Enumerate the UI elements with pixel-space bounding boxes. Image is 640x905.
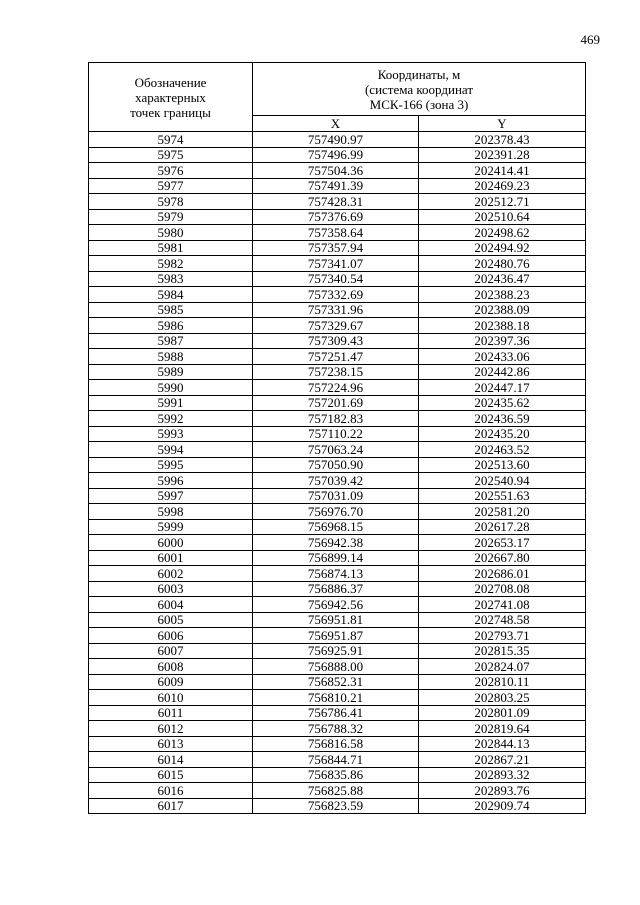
y-coordinate-cell: 202513.60 bbox=[419, 457, 586, 473]
table-row bbox=[89, 659, 586, 675]
point-id-cell: 5978 bbox=[89, 194, 253, 210]
y-coordinate-cell: 202708.08 bbox=[419, 581, 586, 597]
page-number: 469 bbox=[580, 32, 600, 47]
x-coordinate-cell: 757110.22 bbox=[253, 426, 419, 442]
y-coordinate-cell: 202388.18 bbox=[419, 318, 586, 334]
y-header: Y bbox=[419, 116, 586, 132]
x-coordinate-cell: 757182.83 bbox=[253, 411, 419, 427]
y-coordinate-cell: 202686.01 bbox=[419, 566, 586, 582]
table-row bbox=[89, 240, 586, 256]
x-coordinate-cell: 756810.21 bbox=[253, 690, 419, 706]
x-coordinate-cell: 756942.38 bbox=[253, 535, 419, 551]
point-id-cell: 5994 bbox=[89, 442, 253, 458]
table-row bbox=[89, 457, 586, 473]
x-coordinate-cell: 757224.96 bbox=[253, 380, 419, 396]
x-coordinate-cell: 757428.31 bbox=[253, 194, 419, 210]
table-row bbox=[89, 581, 586, 597]
point-id-cell: 6005 bbox=[89, 612, 253, 628]
table-row bbox=[89, 349, 586, 365]
y-coordinate-cell: 202801.09 bbox=[419, 705, 586, 721]
point-id-cell: 6017 bbox=[89, 798, 253, 814]
point-id-cell: 6001 bbox=[89, 550, 253, 566]
y-coordinate-cell: 202512.71 bbox=[419, 194, 586, 210]
point-id-cell: 6006 bbox=[89, 628, 253, 644]
table-row bbox=[89, 194, 586, 210]
y-coordinate-cell: 202436.47 bbox=[419, 271, 586, 287]
x-coordinate-cell: 757490.97 bbox=[253, 132, 419, 148]
point-id-cell: 5986 bbox=[89, 318, 253, 334]
table-row bbox=[89, 705, 586, 721]
point-id-cell: 5987 bbox=[89, 333, 253, 349]
coordinates-table bbox=[88, 62, 586, 814]
table-row bbox=[89, 690, 586, 706]
x-coordinate-cell: 757050.90 bbox=[253, 457, 419, 473]
x-coordinate-cell: 756835.86 bbox=[253, 767, 419, 783]
x-coordinate-cell: 757357.94 bbox=[253, 240, 419, 256]
point-id-cell: 6004 bbox=[89, 597, 253, 613]
point-id-cell: 5975 bbox=[89, 147, 253, 163]
table-row bbox=[89, 411, 586, 427]
x-coordinate-cell: 756951.87 bbox=[253, 628, 419, 644]
x-coordinate-cell: 757039.42 bbox=[253, 473, 419, 489]
table-row bbox=[89, 271, 586, 287]
point-id-cell: 5977 bbox=[89, 178, 253, 194]
table-row bbox=[89, 333, 586, 349]
point-id-cell: 5979 bbox=[89, 209, 253, 225]
table-row bbox=[89, 488, 586, 504]
x-coordinate-cell: 757031.09 bbox=[253, 488, 419, 504]
table-row bbox=[89, 209, 586, 225]
point-id-cell: 6002 bbox=[89, 566, 253, 582]
point-id-cell: 6009 bbox=[89, 674, 253, 690]
point-id-cell: 5974 bbox=[89, 132, 253, 148]
y-coordinate-cell: 202469.23 bbox=[419, 178, 586, 194]
table-row bbox=[89, 163, 586, 179]
y-coordinate-cell: 202510.64 bbox=[419, 209, 586, 225]
y-coordinate-cell: 202388.23 bbox=[419, 287, 586, 303]
y-coordinate-cell: 202498.62 bbox=[419, 225, 586, 241]
y-coordinate-cell: 202378.43 bbox=[419, 132, 586, 148]
y-coordinate-cell: 202414.41 bbox=[419, 163, 586, 179]
point-id-cell: 5990 bbox=[89, 380, 253, 396]
x-coordinate-cell: 756823.59 bbox=[253, 798, 419, 814]
y-coordinate-cell: 202436.59 bbox=[419, 411, 586, 427]
x-coordinate-cell: 757358.64 bbox=[253, 225, 419, 241]
point-id-cell: 6003 bbox=[89, 581, 253, 597]
table-row bbox=[89, 473, 586, 489]
point-id-cell: 5993 bbox=[89, 426, 253, 442]
x-coordinate-cell: 756976.70 bbox=[253, 504, 419, 520]
y-coordinate-cell: 202867.21 bbox=[419, 752, 586, 768]
x-coordinate-cell: 756874.13 bbox=[253, 566, 419, 582]
y-coordinate-cell: 202893.76 bbox=[419, 783, 586, 799]
point-id-cell: 5984 bbox=[89, 287, 253, 303]
table-row bbox=[89, 256, 586, 272]
y-coordinate-cell: 202397.36 bbox=[419, 333, 586, 349]
x-coordinate-cell: 757491.39 bbox=[253, 178, 419, 194]
table-row bbox=[89, 395, 586, 411]
point-id-cell: 6010 bbox=[89, 690, 253, 706]
table-row bbox=[89, 364, 586, 380]
y-coordinate-cell: 202388.09 bbox=[419, 302, 586, 318]
y-coordinate-cell: 202442.86 bbox=[419, 364, 586, 380]
table-body bbox=[89, 132, 586, 814]
y-coordinate-cell: 202435.62 bbox=[419, 395, 586, 411]
x-coordinate-cell: 756816.58 bbox=[253, 736, 419, 752]
x-coordinate-cell: 756899.14 bbox=[253, 550, 419, 566]
table-row bbox=[89, 721, 586, 737]
point-id-cell: 6016 bbox=[89, 783, 253, 799]
x-coordinate-cell: 757238.15 bbox=[253, 364, 419, 380]
x-coordinate-cell: 757309.43 bbox=[253, 333, 419, 349]
y-coordinate-cell: 202741.08 bbox=[419, 597, 586, 613]
point-id-cell: 6008 bbox=[89, 659, 253, 675]
y-coordinate-cell: 202824.07 bbox=[419, 659, 586, 675]
x-coordinate-cell: 756788.32 bbox=[253, 721, 419, 737]
x-coordinate-cell: 757331.96 bbox=[253, 302, 419, 318]
table-row bbox=[89, 767, 586, 783]
table-row bbox=[89, 612, 586, 628]
table-row bbox=[89, 798, 586, 814]
x-coordinate-cell: 757340.54 bbox=[253, 271, 419, 287]
table-row bbox=[89, 504, 586, 520]
y-coordinate-cell: 202893.32 bbox=[419, 767, 586, 783]
table-row bbox=[89, 597, 586, 613]
point-id-cell: 5980 bbox=[89, 225, 253, 241]
table-row bbox=[89, 752, 586, 768]
point-id-cell: 5992 bbox=[89, 411, 253, 427]
y-coordinate-cell: 202540.94 bbox=[419, 473, 586, 489]
table-row bbox=[89, 287, 586, 303]
y-coordinate-cell: 202909.74 bbox=[419, 798, 586, 814]
y-coordinate-cell: 202494.92 bbox=[419, 240, 586, 256]
table-row bbox=[89, 566, 586, 582]
point-id-cell: 5981 bbox=[89, 240, 253, 256]
y-coordinate-cell: 202653.17 bbox=[419, 535, 586, 551]
y-coordinate-cell: 202391.28 bbox=[419, 147, 586, 163]
x-coordinate-cell: 757341.07 bbox=[253, 256, 419, 272]
table-row bbox=[89, 535, 586, 551]
y-coordinate-cell: 202617.28 bbox=[419, 519, 586, 535]
point-id-cell: 5996 bbox=[89, 473, 253, 489]
x-coordinate-cell: 757329.67 bbox=[253, 318, 419, 334]
y-coordinate-cell: 202480.76 bbox=[419, 256, 586, 272]
y-coordinate-cell: 202581.20 bbox=[419, 504, 586, 520]
point-id-cell: 5988 bbox=[89, 349, 253, 365]
point-id-cell: 5997 bbox=[89, 488, 253, 504]
y-coordinate-cell: 202793.71 bbox=[419, 628, 586, 644]
y-coordinate-cell: 202810.11 bbox=[419, 674, 586, 690]
x-coordinate-cell: 756951.81 bbox=[253, 612, 419, 628]
x-coordinate-cell: 756925.91 bbox=[253, 643, 419, 659]
x-coordinate-cell: 756968.15 bbox=[253, 519, 419, 535]
x-coordinate-cell: 756886.37 bbox=[253, 581, 419, 597]
point-id-cell: 5976 bbox=[89, 163, 253, 179]
y-coordinate-cell: 202815.35 bbox=[419, 643, 586, 659]
coordinates-header: Координаты, м (система координат МСК-166 (зона 3) bbox=[253, 63, 586, 116]
y-coordinate-cell: 202667.80 bbox=[419, 550, 586, 566]
y-coordinate-cell: 202748.58 bbox=[419, 612, 586, 628]
point-id-cell: 6013 bbox=[89, 736, 253, 752]
table-row bbox=[89, 147, 586, 163]
table-row bbox=[89, 442, 586, 458]
x-coordinate-cell: 757376.69 bbox=[253, 209, 419, 225]
x-header: X bbox=[253, 116, 419, 132]
point-name-header: Обозначение характерных точек границы bbox=[89, 63, 253, 132]
point-id-cell: 6012 bbox=[89, 721, 253, 737]
table-row bbox=[89, 225, 586, 241]
x-coordinate-cell: 757496.99 bbox=[253, 147, 419, 163]
point-id-cell: 6007 bbox=[89, 643, 253, 659]
point-id-cell: 5999 bbox=[89, 519, 253, 535]
x-coordinate-cell: 757504.36 bbox=[253, 163, 419, 179]
x-coordinate-cell: 757251.47 bbox=[253, 349, 419, 365]
x-coordinate-cell: 756852.31 bbox=[253, 674, 419, 690]
y-coordinate-cell: 202819.64 bbox=[419, 721, 586, 737]
x-coordinate-cell: 757201.69 bbox=[253, 395, 419, 411]
table-row bbox=[89, 674, 586, 690]
x-coordinate-cell: 756942.56 bbox=[253, 597, 419, 613]
point-id-cell: 5989 bbox=[89, 364, 253, 380]
table-row bbox=[89, 380, 586, 396]
y-coordinate-cell: 202447.17 bbox=[419, 380, 586, 396]
x-coordinate-cell: 756888.00 bbox=[253, 659, 419, 675]
point-id-cell: 5985 bbox=[89, 302, 253, 318]
y-coordinate-cell: 202433.06 bbox=[419, 349, 586, 365]
point-id-cell: 6015 bbox=[89, 767, 253, 783]
point-id-cell: 5995 bbox=[89, 457, 253, 473]
table-row bbox=[89, 178, 586, 194]
table-row bbox=[89, 783, 586, 799]
table-row bbox=[89, 132, 586, 148]
table-row bbox=[89, 318, 586, 334]
table-row bbox=[89, 550, 586, 566]
table-row bbox=[89, 302, 586, 318]
point-id-cell: 5991 bbox=[89, 395, 253, 411]
y-coordinate-cell: 202435.20 bbox=[419, 426, 586, 442]
x-coordinate-cell: 757332.69 bbox=[253, 287, 419, 303]
table-row bbox=[89, 643, 586, 659]
x-coordinate-cell: 756825.88 bbox=[253, 783, 419, 799]
x-coordinate-cell: 756786.41 bbox=[253, 705, 419, 721]
point-id-cell: 5998 bbox=[89, 504, 253, 520]
table-row bbox=[89, 426, 586, 442]
x-coordinate-cell: 757063.24 bbox=[253, 442, 419, 458]
y-coordinate-cell: 202803.25 bbox=[419, 690, 586, 706]
point-id-cell: 5983 bbox=[89, 271, 253, 287]
y-coordinate-cell: 202844.13 bbox=[419, 736, 586, 752]
table-row bbox=[89, 628, 586, 644]
y-coordinate-cell: 202463.52 bbox=[419, 442, 586, 458]
point-id-cell: 6014 bbox=[89, 752, 253, 768]
y-coordinate-cell: 202551.63 bbox=[419, 488, 586, 504]
table-row bbox=[89, 736, 586, 752]
point-id-cell: 5982 bbox=[89, 256, 253, 272]
point-id-cell: 6000 bbox=[89, 535, 253, 551]
table-row bbox=[89, 519, 586, 535]
point-id-cell: 6011 bbox=[89, 705, 253, 721]
x-coordinate-cell: 756844.71 bbox=[253, 752, 419, 768]
